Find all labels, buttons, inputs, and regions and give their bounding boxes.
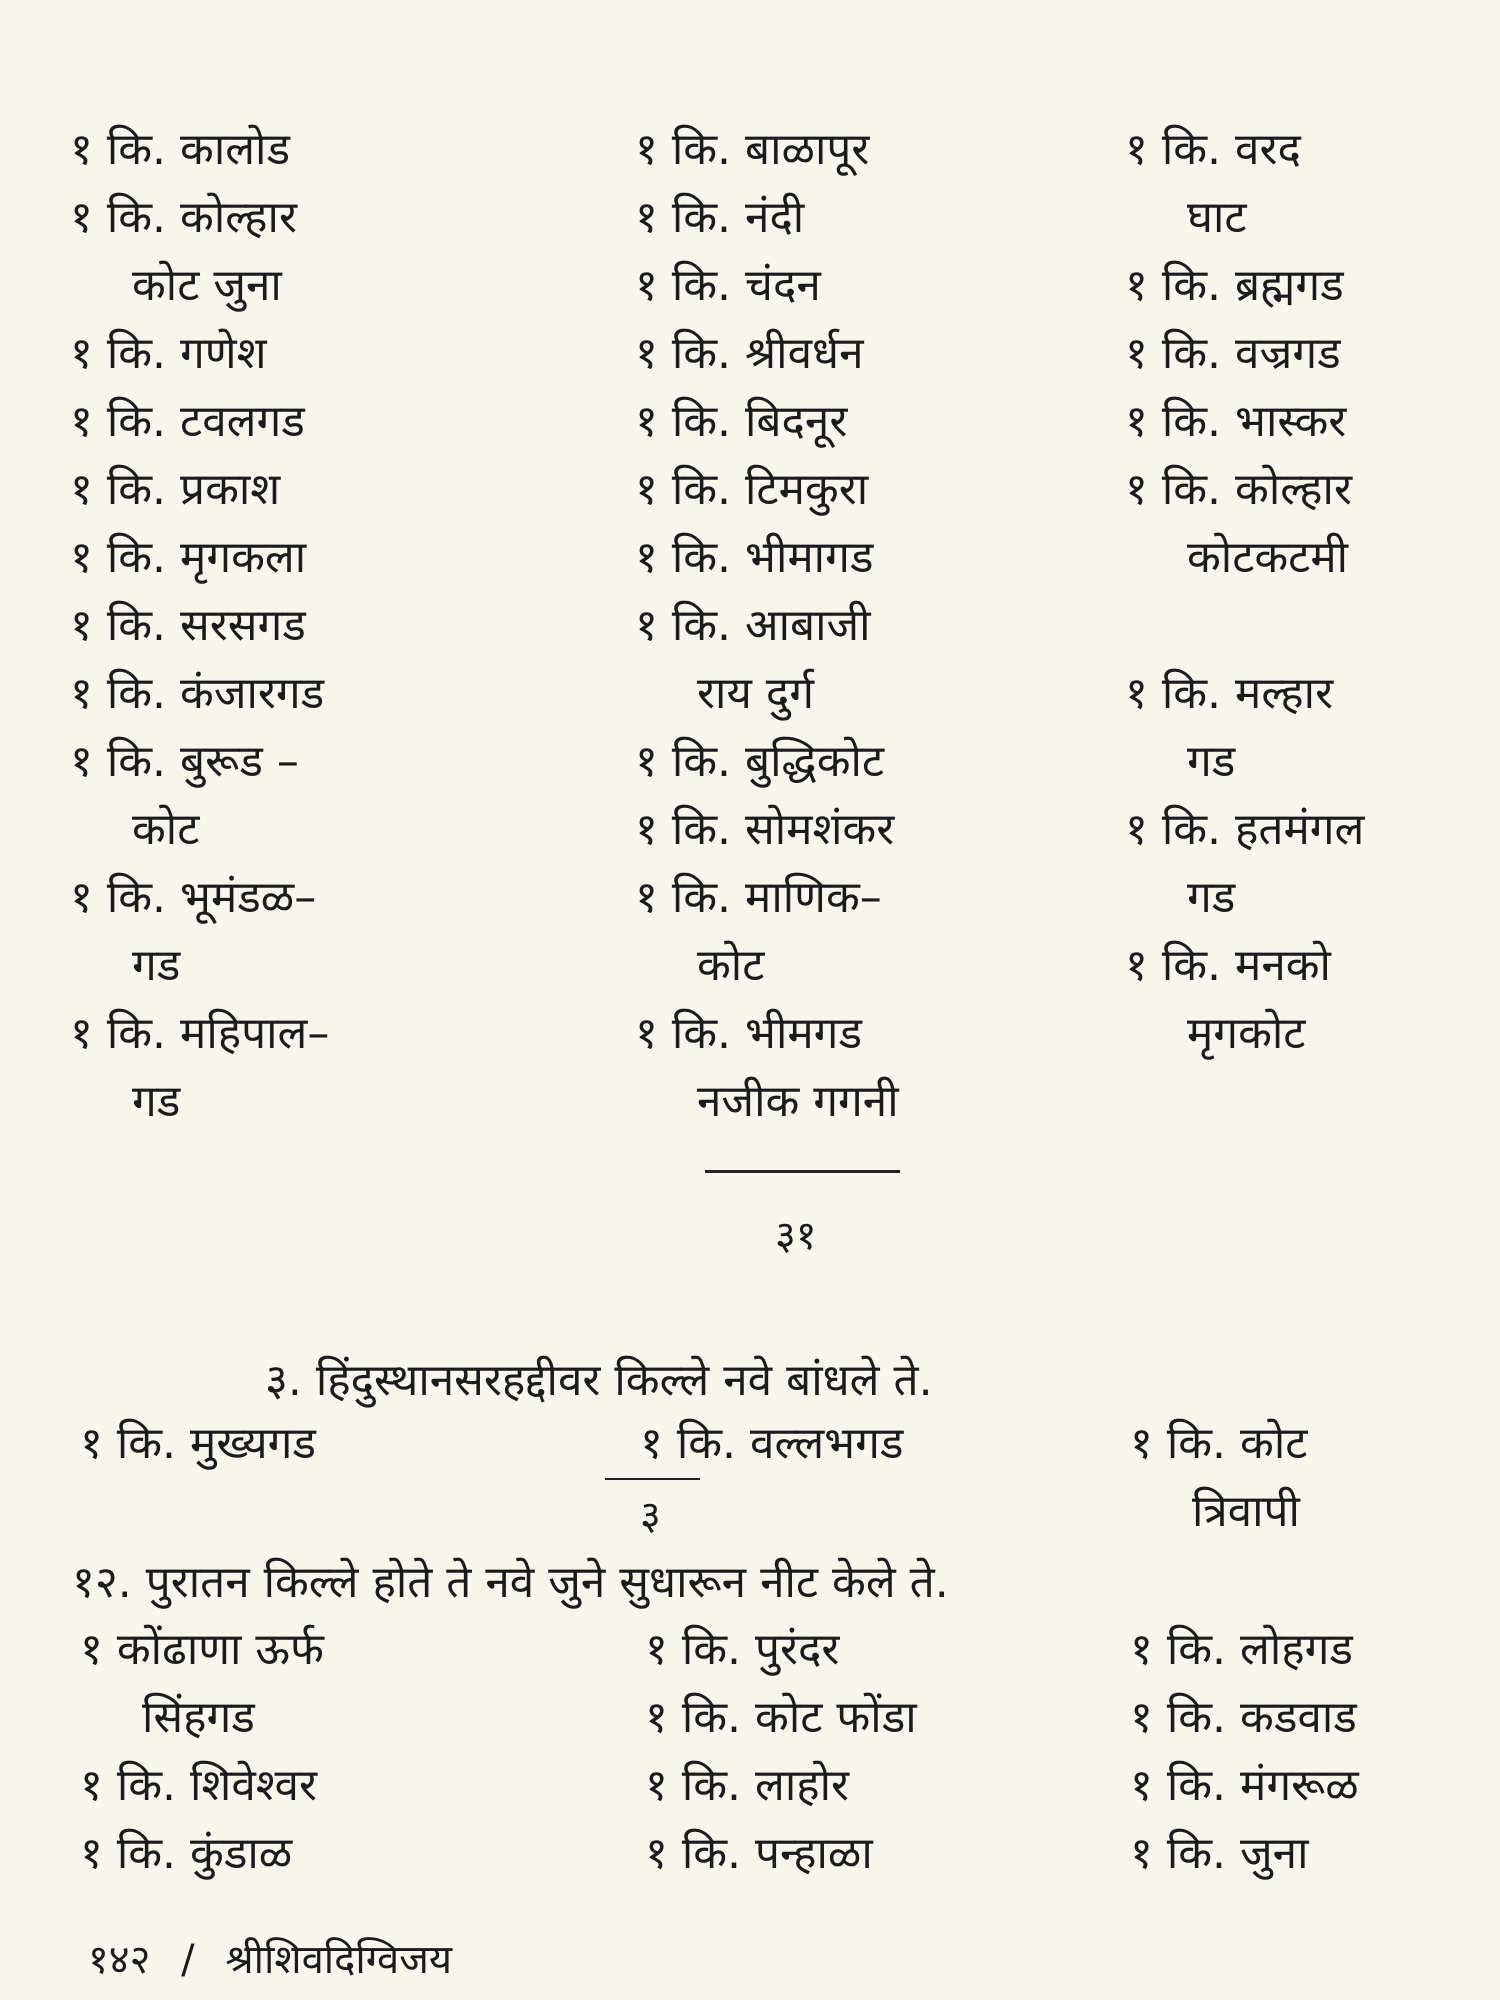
footer-separator: / [181,1937,195,1983]
section2-col3 [1130,1410,1307,1546]
list-item: १ कि. लोहगड [1130,1624,1353,1675]
list-item: १ कि. आबाजी [635,600,871,651]
list-item: १ कि. भीमागड [635,532,874,583]
list-item: १ कि. टिमकुरा [635,464,869,515]
list-item: १ कि. भास्कर [1125,396,1347,447]
list-item: कोट [697,940,765,991]
list-item: १ कि. गणेश [70,328,267,379]
list-item: त्रिवापी [1192,1486,1300,1537]
section1-col1 [70,116,329,1136]
section1-col3 [1125,116,1364,1068]
list-item: १ कि. शिवेश्वर [80,1760,317,1811]
list-item: १ कि. वरद [1125,124,1301,175]
section3-col3 [1130,1616,1359,1888]
section2-total: ३ [640,1493,661,1539]
section2-col2 [640,1410,903,1478]
list-item: १ कि. हतमंगल [1125,804,1365,855]
list-item: गड [132,940,181,991]
list-item: १ कि. कालोड [70,124,290,175]
list-item: गड [1187,872,1236,923]
list-item: राय दुर्ग [697,668,815,719]
list-item: १ कि. मनको [1125,940,1331,991]
list-item: १ कि. पुरंदर [645,1624,840,1675]
page-number: १४२ [88,1937,151,1983]
list-item: १ कि. लाहोर [645,1760,850,1811]
list-item: १ कि. चंदन [635,260,821,311]
list-item: कोट जुना [132,260,282,311]
section2-col1 [80,1410,316,1478]
list-item: १ कि. पन्हाळा [645,1828,873,1879]
list-item: १ कि. जुना [1130,1828,1309,1879]
list-item: सिंहगड [142,1692,255,1743]
list-spacer [1125,592,1364,660]
list-item: १ कि. महिपाल– [70,1008,330,1059]
list-item: १ कि. श्रीवर्धन [635,328,864,379]
list-item: १ कि. कडवाड [1130,1692,1357,1743]
list-item: १ कि. भीमगड [635,1008,862,1059]
list-item: १ कि. भूमंडळ– [70,872,317,923]
list-item: १ कि. कोल्हार [1125,464,1352,515]
list-item: १ कि. मल्हार [1125,668,1334,719]
list-item: १ कि. प्रकाश [70,464,281,515]
list-item: १ कि. कोट [1130,1418,1308,1469]
list-item: १ कि. माणिक– [635,872,882,923]
list-item: १ कि. टवलगड [70,396,305,447]
list-item: १ कि. बुद्धिकोट [635,736,885,787]
list-item: १ कि. कोल्हार [70,192,297,243]
list-item: १ कि. वज्रगड [1125,328,1341,379]
list-item: १ कि. बुरूड – [70,736,299,787]
list-item: १ कि. नंदी [635,192,805,243]
list-item: कोटकटमी [1187,532,1349,583]
list-item: १ कि. मंगरूळ [1130,1760,1359,1811]
list-item: १ कि. कुंडाळ [80,1828,293,1879]
list-item: कोट [132,804,200,855]
list-item: १ कि. ब्रह्मगड [1125,260,1344,311]
section3-heading: १२. पुरातन किल्ले होते ते नवे जुने सुधारून नीट केले ते. [72,1557,949,1608]
list-item: १ कि. बिदनूर [635,396,848,447]
section3-col1 [80,1616,324,1888]
list-item: घाट [1187,192,1247,243]
list-item: गड [1187,736,1236,787]
section3-col2 [645,1616,917,1888]
list-item: मृगकोट [1187,1008,1306,1059]
fraction-rule [605,1478,700,1480]
list-item: १ कि. कंजारगड [70,668,325,719]
list-item: १ कि. मुख्यगड [80,1418,316,1469]
section1-col2 [635,116,899,1136]
book-title: श्रीशिवदिग्विजय [225,1937,453,1983]
list-item: नजीक गगनी [697,1076,899,1127]
list-item: १ कि. वल्लभगड [640,1418,904,1469]
list-item: १ कि. कोट फोंडा [645,1692,917,1743]
list-item: १ कोंढाणा ऊर्फ [80,1624,324,1675]
list-item: गड [132,1076,181,1127]
page-footer [88,1930,452,1985]
list-item: १ कि. मृगकला [70,532,307,583]
section1-total: ३१ [775,1213,817,1259]
total-rule [705,1170,900,1173]
section2-heading: ३. हिंदुस्थानसरहद्दीवर किल्ले नवे बांधले ते. [265,1355,933,1406]
list-item: १ कि. बाळापूर [635,124,870,175]
list-item: १ कि. सरसगड [70,600,306,651]
list-item: १ कि. सोमशंकर [635,804,895,855]
